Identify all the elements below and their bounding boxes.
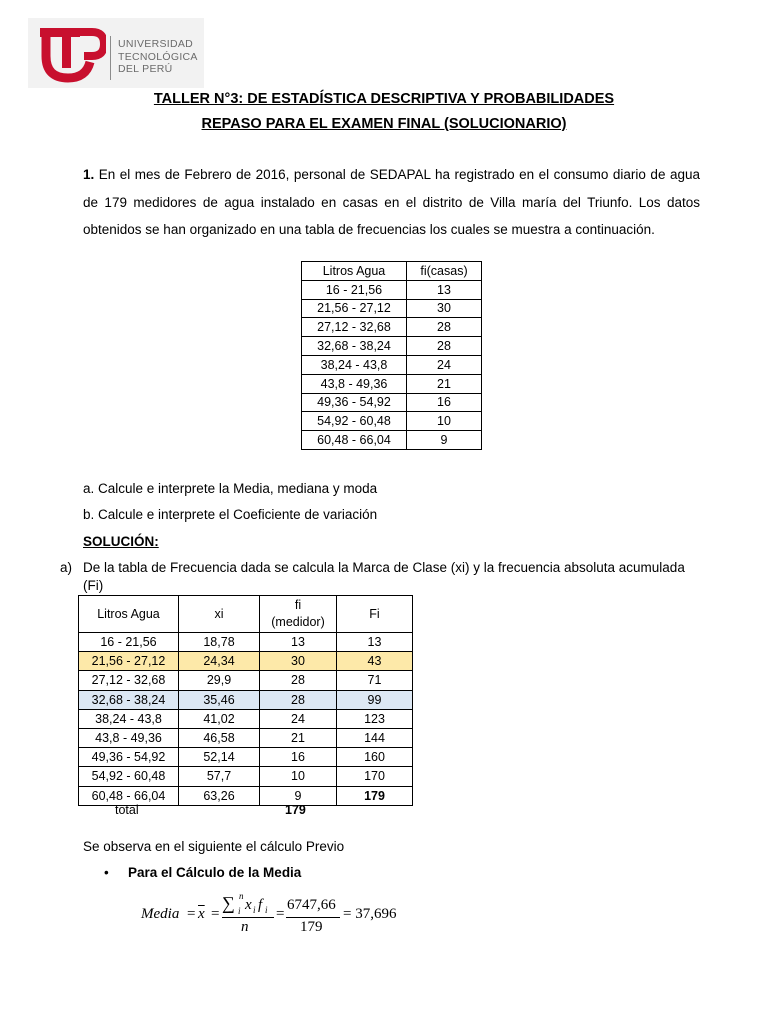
formula-equals: = xyxy=(276,906,285,922)
problem-statement xyxy=(83,161,700,244)
table-cell: 10 xyxy=(407,412,482,431)
question-b: b. Calcule e interprete el Coeficiente de variación xyxy=(83,507,378,522)
media-heading: Para el Cálculo de la Media xyxy=(128,865,302,880)
table-row xyxy=(79,709,413,728)
formula-xbar: $\overline{x}$ xyxy=(198,906,205,922)
table-row-highlighted xyxy=(79,690,413,709)
table-cell: 41,02 xyxy=(179,709,260,728)
solution-a-text-cont: (Fi) xyxy=(83,578,104,593)
sum-sub: i xyxy=(238,906,241,916)
logo-divider xyxy=(110,36,111,80)
table-header: fi(casas) xyxy=(407,262,482,281)
table-row xyxy=(302,431,482,450)
table-cell: 60,48 - 66,04 xyxy=(79,786,179,805)
formula-den-value: 179 xyxy=(300,919,323,935)
problem-number: 1. xyxy=(83,167,95,182)
table-cell: 10 xyxy=(260,767,337,786)
bullet-icon: • xyxy=(104,865,109,880)
table-cell: 144 xyxy=(337,728,413,747)
table-cell: 21 xyxy=(407,374,482,393)
table-cell: 9 xyxy=(260,786,337,805)
header-fi: fi xyxy=(294,598,302,612)
table-cell: 54,92 - 60,48 xyxy=(302,412,407,431)
table-cell: 43 xyxy=(337,652,413,671)
table-cell: 24,34 xyxy=(179,652,260,671)
table-row xyxy=(302,337,482,356)
table-row xyxy=(302,412,482,431)
table-row xyxy=(79,671,413,690)
table-cell: 160 xyxy=(337,748,413,767)
table-cell: 13 xyxy=(337,633,413,652)
logo-line: TECNOLÓGICA xyxy=(118,50,198,63)
table-row xyxy=(302,318,482,337)
utp-logo-icon xyxy=(40,26,106,84)
frequency-table xyxy=(301,261,482,450)
formula-num-value: 6747,66 xyxy=(287,897,336,913)
table-total-value: 179 xyxy=(285,803,306,817)
table-header xyxy=(260,596,337,633)
table-row xyxy=(302,299,482,318)
table-cell: 32,68 - 38,24 xyxy=(79,690,179,709)
table-header: Litros Agua xyxy=(79,596,179,633)
table-cell: 24 xyxy=(407,355,482,374)
table-cell: 30 xyxy=(260,652,337,671)
table-cell: 38,24 - 43,8 xyxy=(79,709,179,728)
table-header-row xyxy=(79,596,413,633)
solution-a-text: De la tabla de Frecuencia dada se calcula la Marca de Clase (xi) y la frecuencia absoluta acumulada xyxy=(83,560,685,575)
table-cell: 16 - 21,56 xyxy=(302,280,407,299)
table-cell: 28 xyxy=(407,318,482,337)
table-cell: 46,58 xyxy=(179,728,260,747)
table-row xyxy=(79,728,413,747)
table-row xyxy=(302,280,482,299)
table-cell: 179 xyxy=(337,786,413,805)
table-cell: 27,12 - 32,68 xyxy=(302,318,407,337)
table-cell: 32,68 - 38,24 xyxy=(302,337,407,356)
formula-lhs: Media xyxy=(141,906,180,922)
table-row xyxy=(79,767,413,786)
calculation-intro: Se observa en el siguiente el cálculo Previo xyxy=(83,839,345,854)
table-cell: 16 xyxy=(260,748,337,767)
table-header: Litros Agua xyxy=(302,262,407,281)
table-cell: 54,92 - 60,48 xyxy=(79,767,179,786)
table-cell: 49,36 - 54,92 xyxy=(302,393,407,412)
table-cell: 49,36 - 54,92 xyxy=(79,748,179,767)
term-f-sub: i xyxy=(265,905,268,915)
solution-label: SOLUCIÓN: xyxy=(83,534,159,549)
table-header: xi xyxy=(179,596,260,633)
table-header: Fi xyxy=(337,596,413,633)
table-row xyxy=(302,393,482,412)
formula-equals: = xyxy=(211,906,220,922)
table-cell: 170 xyxy=(337,767,413,786)
formula-result: = 37,696 xyxy=(343,906,397,922)
table-cell: 30 xyxy=(407,299,482,318)
table-total-label: total xyxy=(115,803,139,817)
sum-sup: n xyxy=(239,891,244,901)
table-cell: 18,78 xyxy=(179,633,260,652)
table-cell: 16 - 21,56 xyxy=(79,633,179,652)
table-row xyxy=(302,355,482,374)
table-cell: 28 xyxy=(260,690,337,709)
table-cell: 28 xyxy=(407,337,482,356)
logo-line: DEL PERÚ xyxy=(118,63,173,75)
table-cell: 27,12 - 32,68 xyxy=(79,671,179,690)
table-cell: 52,14 xyxy=(179,748,260,767)
header-medidor: (medidor) xyxy=(271,615,325,629)
logo-wordmark xyxy=(118,38,198,76)
table-row xyxy=(302,374,482,393)
term-x: x xyxy=(245,897,252,913)
table-cell: 21,56 - 27,12 xyxy=(302,299,407,318)
term-f: f xyxy=(258,897,263,913)
table-cell: 21,56 - 27,12 xyxy=(79,652,179,671)
table-header-row xyxy=(302,262,482,281)
document-title: TALLER N°3: DE ESTADÍSTICA DESCRIPTIVA Y PROBABILIDADES xyxy=(153,91,615,107)
formula-equals: = xyxy=(187,906,196,922)
table-cell: 99 xyxy=(337,690,413,709)
table-cell: 60,48 - 66,04 xyxy=(302,431,407,450)
document-subtitle: REPASO PARA EL EXAMEN FINAL (SOLUCIONARIO) xyxy=(201,116,567,132)
table-row-highlighted-median xyxy=(79,652,413,671)
table-cell: 28 xyxy=(260,671,337,690)
table-cell: 21 xyxy=(260,728,337,747)
table-row xyxy=(79,633,413,652)
table-cell: 35,46 xyxy=(179,690,260,709)
question-a: a. Calcule e interprete la Media, mediana y moda xyxy=(83,481,378,496)
fraction-bar xyxy=(222,917,274,918)
sigma-icon: ∑ xyxy=(222,893,235,913)
table-cell: 38,24 - 43,8 xyxy=(302,355,407,374)
term-x-sub: i xyxy=(253,905,256,915)
table-cell: 43,8 - 49,36 xyxy=(79,728,179,747)
table-cell: 9 xyxy=(407,431,482,450)
table-cell: 13 xyxy=(407,280,482,299)
solution-a-marker: a) xyxy=(60,560,73,575)
fraction-bar xyxy=(286,917,340,918)
formula-denominator: n xyxy=(241,919,249,935)
table-cell: 16 xyxy=(407,393,482,412)
frequency-table-extended xyxy=(78,595,413,806)
table-cell: 57,7 xyxy=(179,767,260,786)
table-cell: 63,26 xyxy=(179,786,260,805)
table-cell: 29,9 xyxy=(179,671,260,690)
table-cell: 13 xyxy=(260,633,337,652)
problem-text: En el mes de Febrero de 2016, personal de SEDAPAL ha registrado en el consumo diario de agua de 179 medidores de agua instalado en casas en el distrito de Villa maría del Triunfo. Los datos obtenidos se han organizado en una tabla de frecuencias los cuales se muestra a continuación. xyxy=(83,167,700,237)
table-cell: 123 xyxy=(337,709,413,728)
table-cell: 71 xyxy=(337,671,413,690)
table-row xyxy=(79,748,413,767)
table-cell: 43,8 - 49,36 xyxy=(302,374,407,393)
table-cell: 24 xyxy=(260,709,337,728)
logo-line: UNIVERSIDAD xyxy=(118,38,194,50)
